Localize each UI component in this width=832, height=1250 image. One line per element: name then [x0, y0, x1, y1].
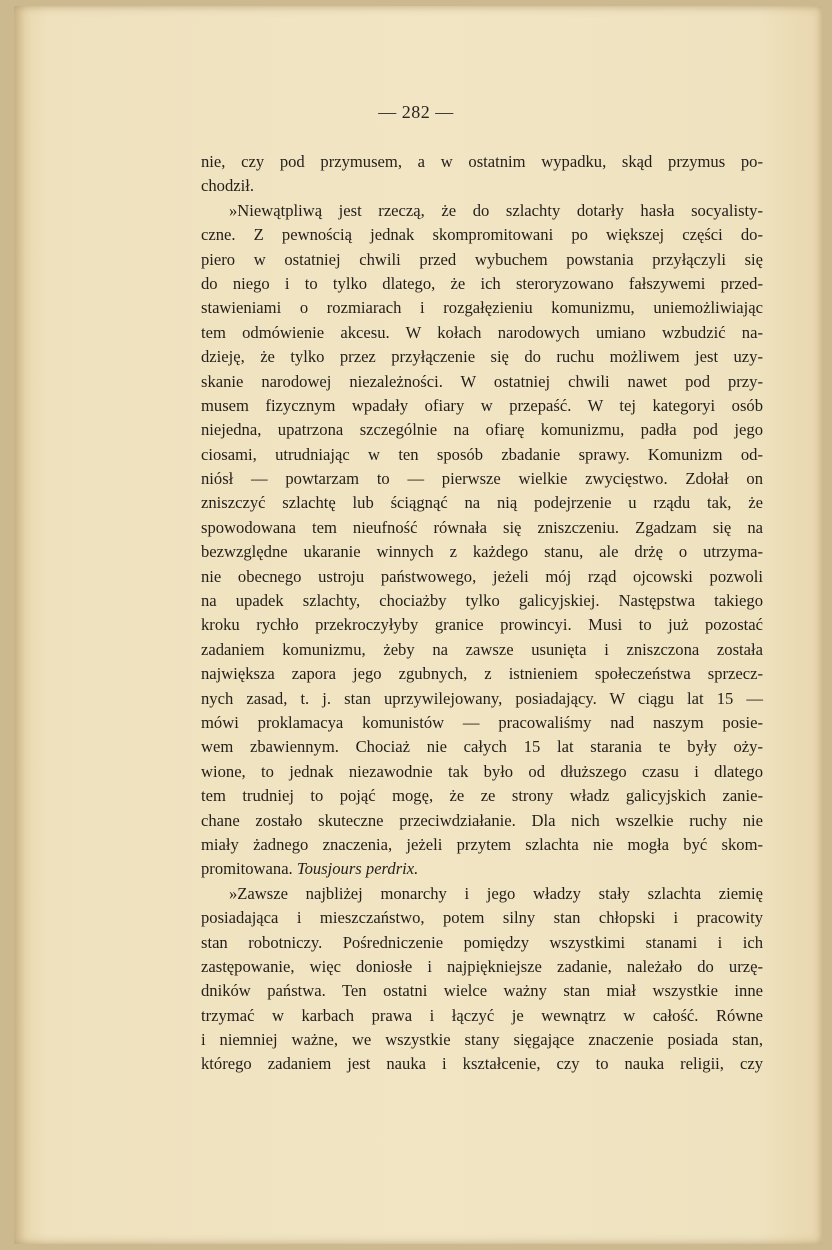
text-line: wione, to jednak niezawodnie tak było od dłuższego czasu i dlatego — [201, 761, 763, 781]
text-line: stan robotniczy. Pośredniczenie pomiędzy wszystkimi stanami i ich — [201, 932, 763, 952]
text-line: którego zadaniem jest nauka i kształcenie, czy to nauka religii, czy — [201, 1054, 763, 1074]
body-text — [201, 150, 763, 1077]
text-line: czne. Z pewnością jednak skompromitowani po większej części do- — [201, 225, 763, 245]
text-line: nych zasad, t. j. stan uprzywilejowany, posiadający. W ciągu lat 15 — — [201, 688, 763, 708]
text-line: piero w ostatniej chwili przed wybuchem powstania przyłączyli się — [201, 249, 763, 269]
text-line: ciosami, utrudniając w ten sposób zbadanie sprawy. Komunizm od- — [201, 444, 763, 464]
text-line: »Niewątpliwą jest rzeczą, że do szlachty dotarły hasła socyalisty- — [229, 200, 763, 220]
text-line-italic — [201, 857, 763, 881]
italic-phrase: Tousjours perdrix. — [296, 859, 419, 879]
text-line: spowodowana tem nieufność równała się zniszczeniu. Zgadzam się na — [201, 517, 763, 537]
page-number: — 282 — — [378, 102, 454, 122]
text-line: na upadek szlachty, chociażby tylko galicyjskiej. Następstwa takiego — [201, 591, 763, 611]
text-line: miały żadnego znaczenia, jeżeli przytem szlachta nie mogła być skom- — [201, 834, 763, 854]
text-line: i niemniej ważne, we wszystkie stany sięgające znaczenie posiada stan, — [201, 1030, 763, 1050]
text-line: posiadająca i mieszczaństwo, potem silny stan chłopski i pracowity — [201, 908, 763, 928]
text-line: skanie narodowej niezależności. W ostatniej chwili nawet pod przy- — [201, 371, 763, 391]
text-line: wem zbawiennym. Chociaż nie całych 15 lat starania te były oży- — [201, 737, 763, 757]
text-line: niejedna, upatrzona szczególnie na ofiarę komunizmu, padła pod jego — [201, 420, 763, 440]
text-line: trzymać w karbach prawa i łączyć je wewnątrz w całość. Równe — [201, 1005, 763, 1025]
text-line: stawieniami o rozmiarach i rozgałęzieniu komunizmu, uniemożliwiając — [201, 298, 763, 318]
text-line: dzieję, że tylko przez przyłączenie się do ruchu możliwem jest uzy- — [201, 347, 763, 367]
text-line: zastępowanie, więc doniosłe i najpiękniejsze zadanie, należało do urzę- — [201, 956, 763, 976]
text-line: kroku rychło przekroczyłyby granice prowincyi. Musi to już pozostać — [201, 615, 763, 635]
text-line: chane zostało skuteczne przeciwdziałanie. Dla nich wszelkie ruchy nie — [201, 810, 763, 830]
text-line: do niego i to tylko dlatego, że ich steroryzowano fałszywemi przed- — [201, 273, 763, 293]
text-line: tem odmówienie akcesu. W kołach narodowych umiano wzbudzić na- — [201, 322, 763, 342]
text-line: tem trudniej to pojąć mogę, że ze strony władz galicyjskich zanie- — [201, 786, 763, 806]
text-line: chodził. — [201, 176, 254, 196]
text-line: nie obecnego ustroju państwowego, jeżeli mój rząd ojcowski pozwoli — [201, 566, 763, 586]
text-line: niósł — powtarzam to — pierwsze wielkie zwycięstwo. Zdołał on — [201, 469, 763, 489]
text-line: nie, czy pod przymusem, a w ostatnim wypadku, skąd przymus po- — [201, 152, 763, 171]
text-line: »Zawsze najbliżej monarchy i jego władzy stały szlachta ziemię — [229, 883, 763, 903]
text-line: zniszczyć szlachtę lub ściągnąć na nią podejrzenie u rządu tak, że — [201, 493, 763, 513]
text-line: dników państwa. Ten ostatni wielce ważny stan miał wszystkie inne — [201, 981, 763, 1001]
text-line: mówi proklamacya komunistów — pracowaliśmy nad naszym posie- — [201, 712, 763, 732]
text-line: bezwzględne ukaranie winnych z każdego stanu, ale drżę o utrzyma- — [201, 542, 763, 562]
line-text: promitowana. — [201, 859, 293, 879]
text-line: największa zapora jego zgubnych, z istnieniem społeczeństwa sprzecz- — [201, 664, 763, 684]
text-line: musem fizycznym wpadały ofiary w przepaść. W tej kategoryi osób — [201, 395, 763, 415]
text-line: zadaniem komunizmu, żeby na zawsze usunięta i zniszczona została — [201, 639, 763, 659]
